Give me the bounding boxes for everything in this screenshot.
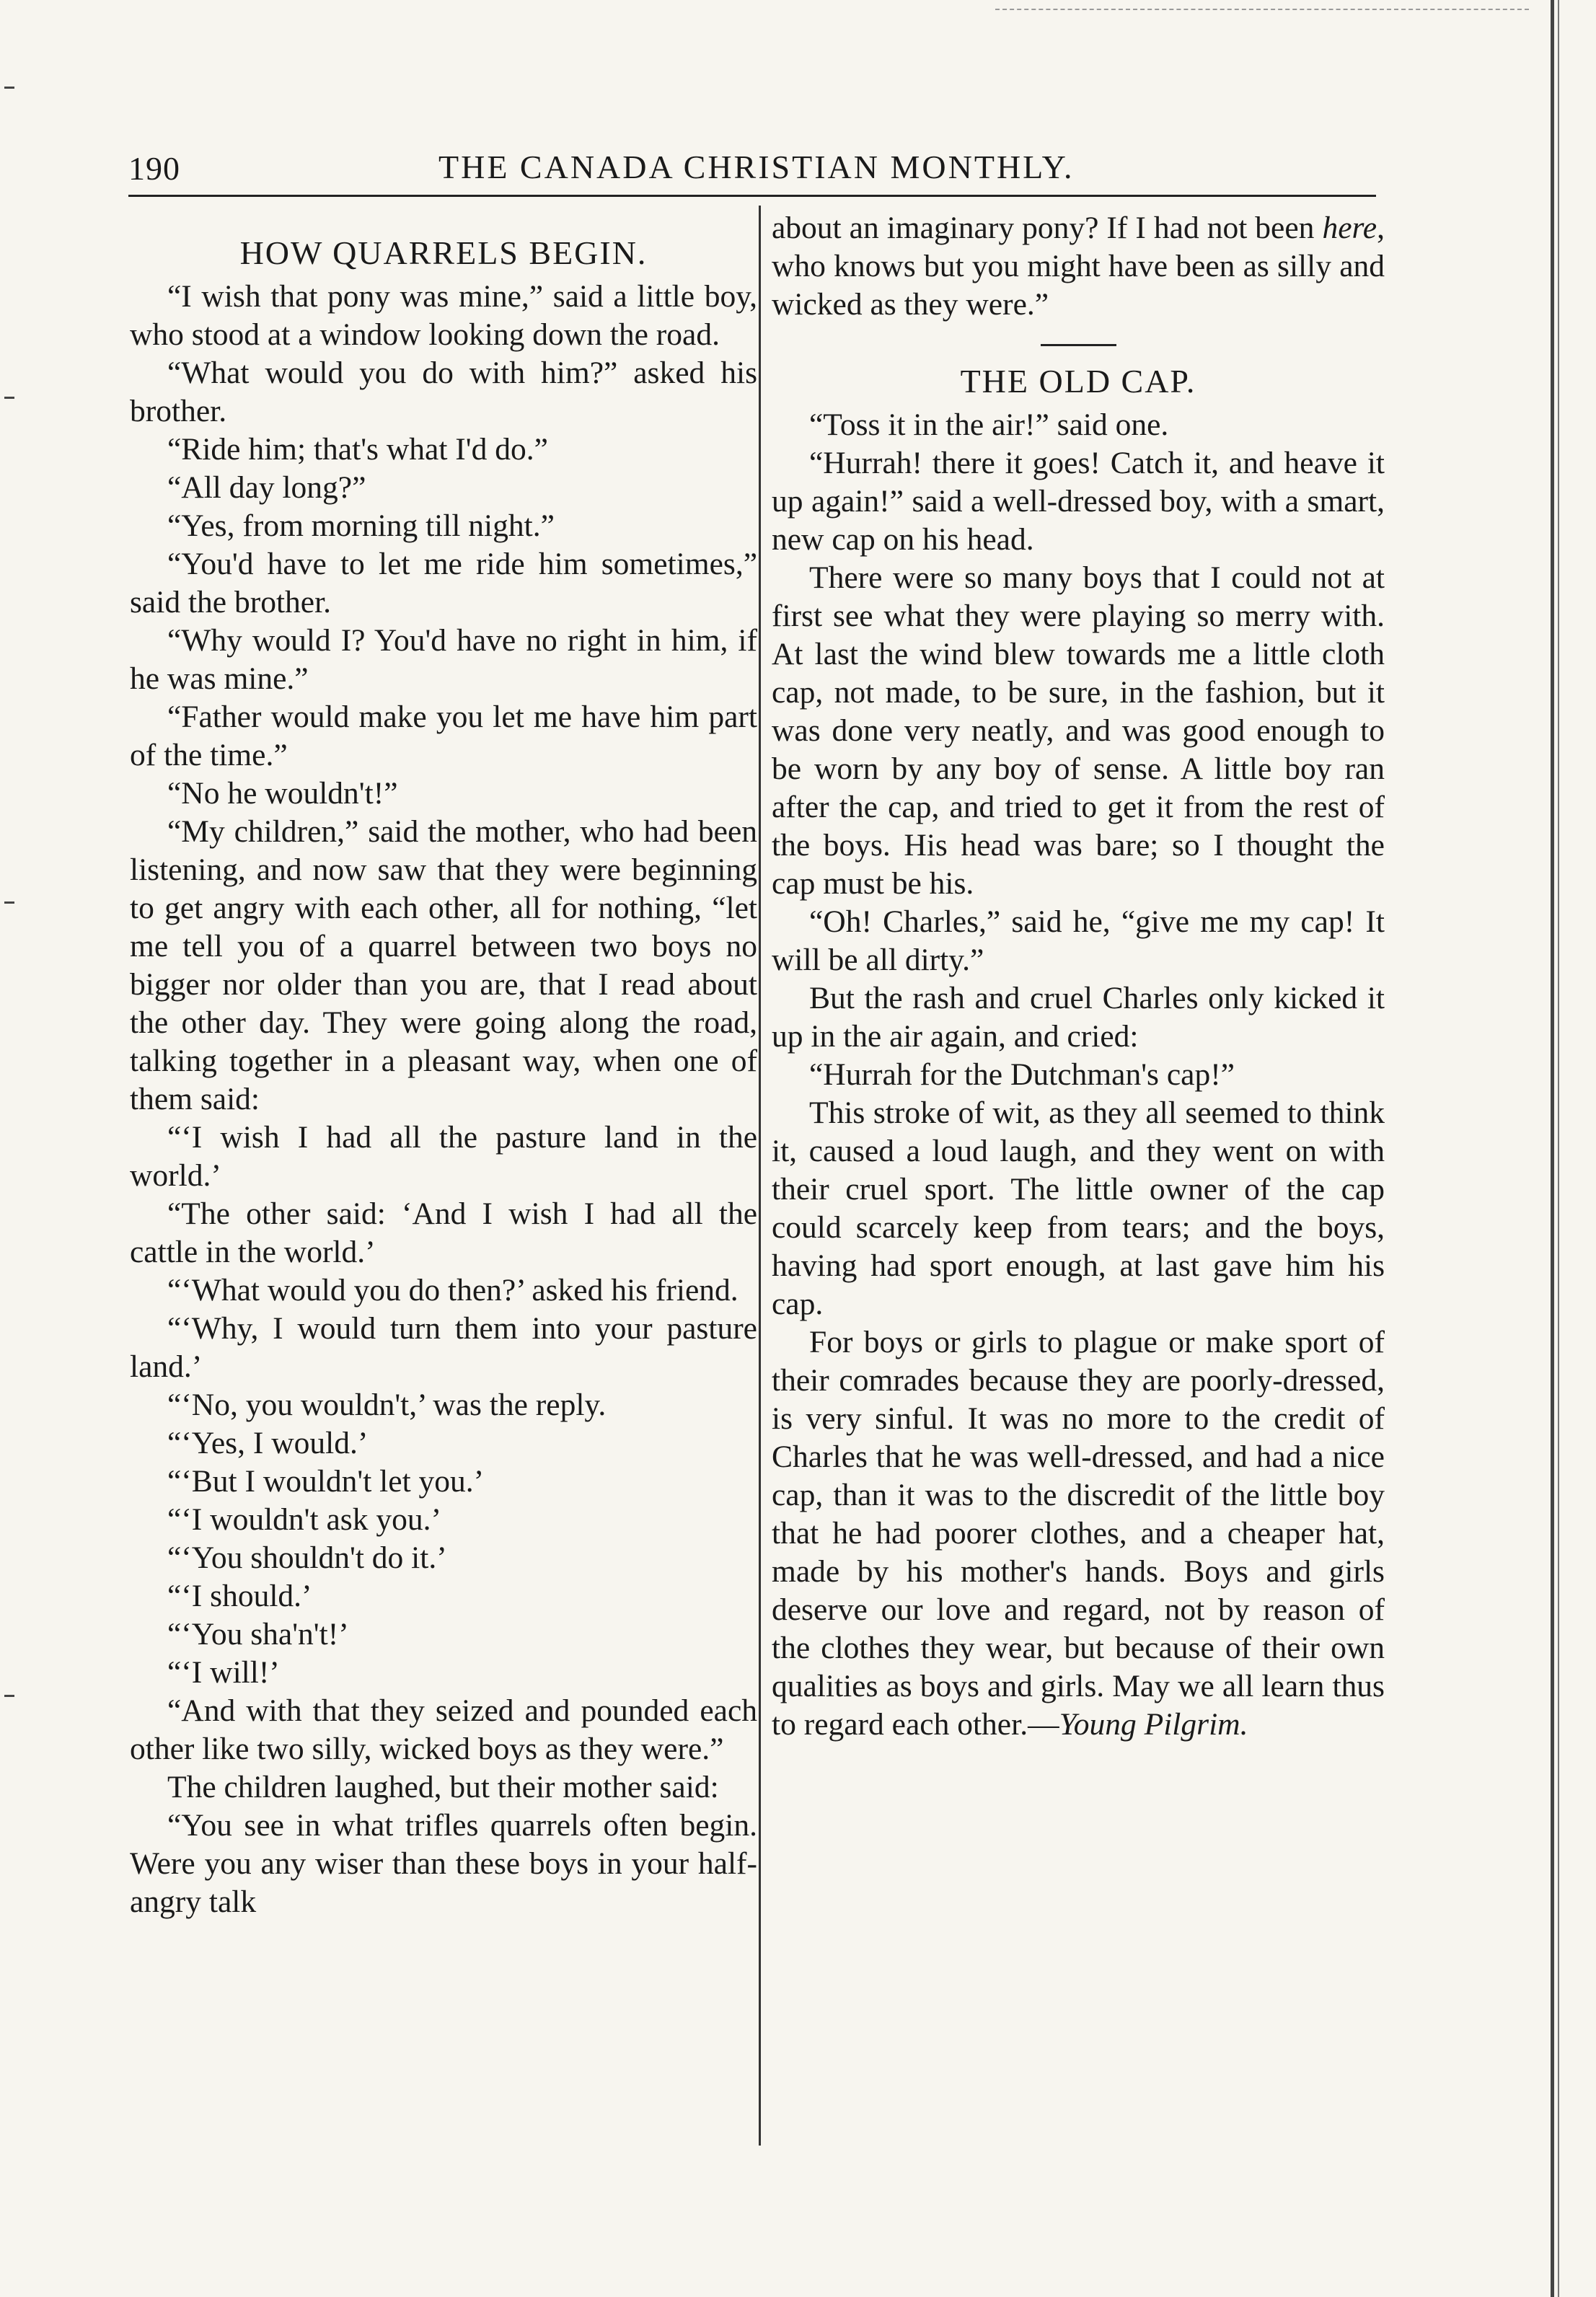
paragraph: “The other said: ‘And I wish I had all the cattle in the world.’ (130, 1196, 757, 1269)
paragraph: “‘No, you wouldn't,’ was the reply. (167, 1388, 607, 1422)
paragraph: “You'd have to let me ride him sometimes,” said the brother. (130, 547, 757, 620)
continued-paragraph (772, 209, 1385, 324)
source-attribution: Young Pilgrim. (1059, 1707, 1248, 1742)
scan-artifact-mark (4, 901, 14, 904)
column-rule (759, 206, 761, 2146)
scan-artifact-dashes (995, 9, 1529, 12)
continued-text: , who knows but you might have been as silly and wicked as they were.” (772, 211, 1385, 322)
paragraph: “Toss it in the air!” said one. (809, 407, 1169, 442)
continued-text: about an imaginary pony? If I had not been (772, 211, 1323, 245)
paragraph: There were so many boys that I could not at first see what they were playing so merry with. At last the wind blew towards me a little cloth cap, not made, to be sure, in the fashion, but it was done very neatly, and was good enough to be worn by any boy of sense. A little boy ran after the cap, and tried to get it from the rest of the boys. His head was bare; so I thought the cap must be his. (772, 560, 1385, 901)
paragraph: This stroke of wit, as they all seemed to think it, caused a loud laugh, and they went on with their cruel sport. The little owner of the cap could scarcely keep from tears; and the boys, having had sport enough, at last gave him his cap. (772, 1095, 1385, 1321)
paragraph: “‘What would you do then?’ asked his friend. (167, 1273, 739, 1308)
scan-artifact-mark (4, 87, 14, 89)
scan-artifact-mark (4, 1695, 14, 1697)
paragraph: “All day long?” (167, 470, 366, 505)
paragraph: The children laughed, but their mother said: (167, 1770, 719, 1804)
article-title: THE OLD CAP. (960, 363, 1196, 400)
section-divider (1041, 344, 1116, 346)
running-header (128, 141, 1311, 191)
paragraph: “‘You sha'n't!’ (167, 1617, 349, 1652)
paragraph: “No he wouldn't!” (167, 776, 398, 811)
paragraph: But the rash and cruel Charles only kicked it up in the air again, and cried: (772, 981, 1385, 1054)
paragraph-text: For boys or girls to plague or make sport of their comrades because they are poorly-dressed, is very sinful. It was no more to the credit of Charles that he was well-dressed, and had a nice cap, than it was to the discredit of the little boy that he had poorer clothes, and a cheaper hat, made by his mother's hands. Boys and girls deserve our love and regard, not by reason of the clothes they wear, but because of their own qualities as boys and girls. May we all learn thus to regard each other.— (772, 1325, 1385, 1742)
paragraph: “You see in what trifles quarrels often begin. Were you any wiser than these boys in your half-angry talk (130, 1808, 757, 1919)
paragraph: “Yes, from morning till night.” (167, 508, 555, 543)
paragraph: “‘I will!’ (167, 1655, 280, 1690)
paragraph: “‘I should.’ (167, 1579, 312, 1613)
paragraph: “‘Why, I would turn them into your pasture land.’ (130, 1311, 757, 1384)
left-column (130, 209, 757, 1921)
article-title: HOW QUARRELS BEGIN. (239, 234, 648, 271)
italic-word: here (1322, 211, 1377, 245)
paragraph: “What would you do with him?” asked his brother. (130, 356, 757, 428)
paragraph: “I wish that pony was mine,” said a little boy, who stood at a window looking down the road. (130, 279, 757, 352)
running-title: THE CANADA CHRISTIAN MONTHLY. (438, 149, 1075, 185)
paragraph: “‘Yes, I would.’ (167, 1426, 369, 1460)
header-rule (128, 195, 1376, 197)
paragraph: “‘You shouldn't do it.’ (167, 1540, 447, 1575)
page-edge-line (1558, 0, 1559, 2297)
paragraph: “Father would make you let me have him part of the time.” (130, 700, 757, 772)
paragraph: “‘I wouldn't ask you.’ (167, 1502, 441, 1537)
right-column (772, 209, 1385, 1744)
paragraph: “Ride him; that's what I'd do.” (167, 432, 548, 467)
page-edge-line (1551, 0, 1554, 2297)
paragraph: “‘But I wouldn't let you.’ (167, 1464, 485, 1499)
paragraph: “My children,” said the mother, who had been listening, and now saw that they were beginning to get angry with each other, all for nothing, “let me tell you of a quarrel between two boys no bigger nor older than you are, that I read about the other day. They were going along the road, talking together in a pleasant way, when one of them said: (130, 814, 757, 1116)
final-paragraph (772, 1323, 1385, 1744)
paragraph: “Why would I? You'd have no right in him, if he was mine.” (130, 623, 757, 696)
paragraph: “Hurrah! there it goes! Catch it, and heave it up again!” said a well-dressed boy, with a smart, new cap on his head. (772, 446, 1385, 557)
paragraph: “And with that they seized and pounded each other like two silly, wicked boys as they were.” (130, 1693, 757, 1766)
paragraph: “‘I wish I had all the pasture land in the world.’ (130, 1120, 757, 1193)
scan-artifact-mark (4, 397, 14, 399)
page-number: 190 (128, 150, 180, 187)
paragraph: “Hurrah for the Dutchman's cap!” (809, 1057, 1235, 1092)
paragraph: “Oh! Charles,” said he, “give me my cap! It will be all dirty.” (772, 904, 1385, 977)
